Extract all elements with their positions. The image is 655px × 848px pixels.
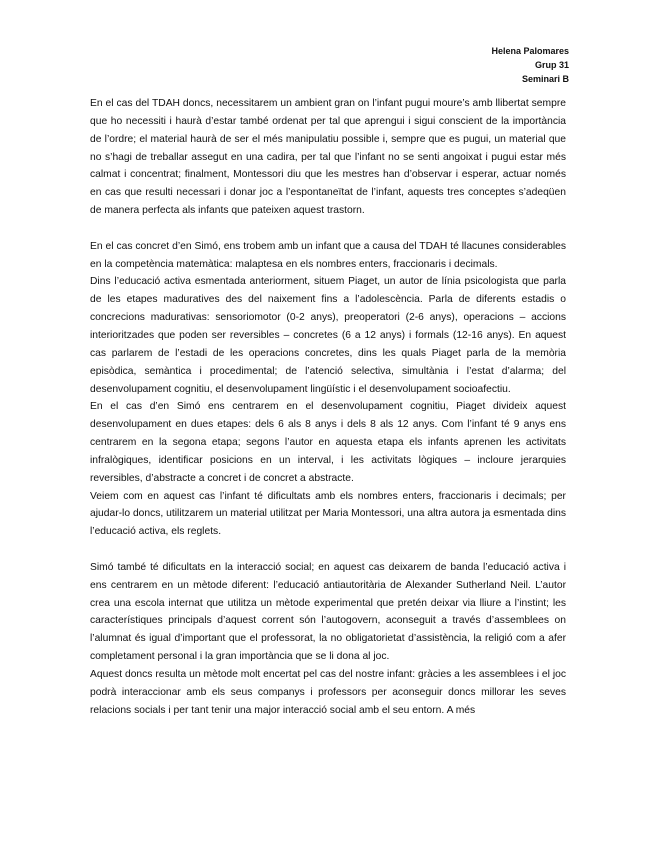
paragraph: Aquest doncs resulta un mètode molt encertat pel cas del nostre infant: gràcies a les assemblees i el joc podrà interaccionar amb els seus companys i professors per aconseguir doncs millorar les seves relacions socials i per tant tenir una major interacció social amb el seu entorn. A més	[90, 669, 566, 716]
paragraph: En el cas d’en Simó ens centrarem en el desenvolupament cognitiu, Piaget divideix aquest desenvolupament en dues etapes: dels 6 als 8 anys i dels 8 als 12 anys. Com l’infant té 9 anys ens centrarem en la segona etapa; segons l’autor en aquesta etapa els infants aprenen les activitats infralògiques, identificar posicions en un interval, i les activitats lògiques – incloure jerarquies reversibles, d’abstracte a concret i de concret a abstracte.	[90, 401, 566, 484]
seminar-label: Seminari B	[521, 74, 569, 84]
group-label: Grup 31	[534, 60, 569, 70]
paragraph: Dins l’educació activa esmentada anteriorment, situem Piaget, un autor de línia psicologista que parla de les etapes maduratives des del naixement fins a l’adolescència. Parla de diferents estadis o concrecions madurativas: sensoriomotor (0-2 anys), preoperatori (2-6 anys), operacions – accions interioritzades que poden ser reversibles – concretes (6 a 12 anys) i formals (12-16 anys). En aquest cas parlarem de l’estadi de les operacions concretes, dins les quals Piaget parla de la memòria episòdica, semàntica i procedimental; de l’atenció selectiva, simultània i l’estat d’alarma; del desenvolupament cognitiu, el desenvolupament lingüístic i el desenvolupament socioafectiu.	[90, 276, 566, 395]
paragraph: En el cas del TDAH doncs, necessitarem un ambient gran on l’infant pugui moure’s amb llibertat sempre que ho necessiti i haurà d’estar també ordenat per tal que aprengui i sigui conscient de la importància de l’ordre; el material haurà de ser el més manipulatiu possible i, sempre que es pugui, un material que no s’hagi de treballar assegut en una cadira, per tal que l’infant no se senti angoixat i pugui estar més calmat i concentrat; finalment, Montessori diu que les mestres han d’observar i esperar, actuar només en cas que resulti necessari i donar joc a l’espontaneïtat de l’infant, aquests tres conceptes s’adeqüen de manera perfecta als infants que pateixen aquest trastorn.	[90, 98, 566, 217]
paragraph: Veiem com en aquest cas l’infant té dificultats amb els nombres enters, fraccionaris i decimals; per ajudar-lo doncs, utilitzarem un material utilitzat per Maria Montessori, una altra autora ja esmentada dins l’educació activa, els reglets.	[90, 490, 566, 538]
page-header	[491, 44, 569, 86]
paragraph: En el cas concret d’en Simó, ens trobem amb un infant que a causa del TDAH té llacunes considerables en la competència matemàtica: malaptesa en els nombres enters, fraccionaris i decimals.	[90, 240, 566, 270]
author-name: Helena Palomares	[491, 46, 569, 56]
paragraph: Simó també té dificultats en la interacció social; en aquest cas deixarem de banda l’educació activa i ens centrarem en un mètode diferent: l’educació antiautoritària de Alexander Sutherland Neil. L’autor crea una escola internat que utilitza un mètode experimental que pretén deixar via lliure a l’instint; les característiques principals d’aquest corrent són l’autogovern, aconseguit a través d’assemblees on l’alumnat és igual d’important que el professorat, la no obligatorietat d’assistència, la religió com a afer completament personal i la gran importància que se li dona al joc.	[90, 561, 566, 663]
document-body	[90, 95, 566, 720]
